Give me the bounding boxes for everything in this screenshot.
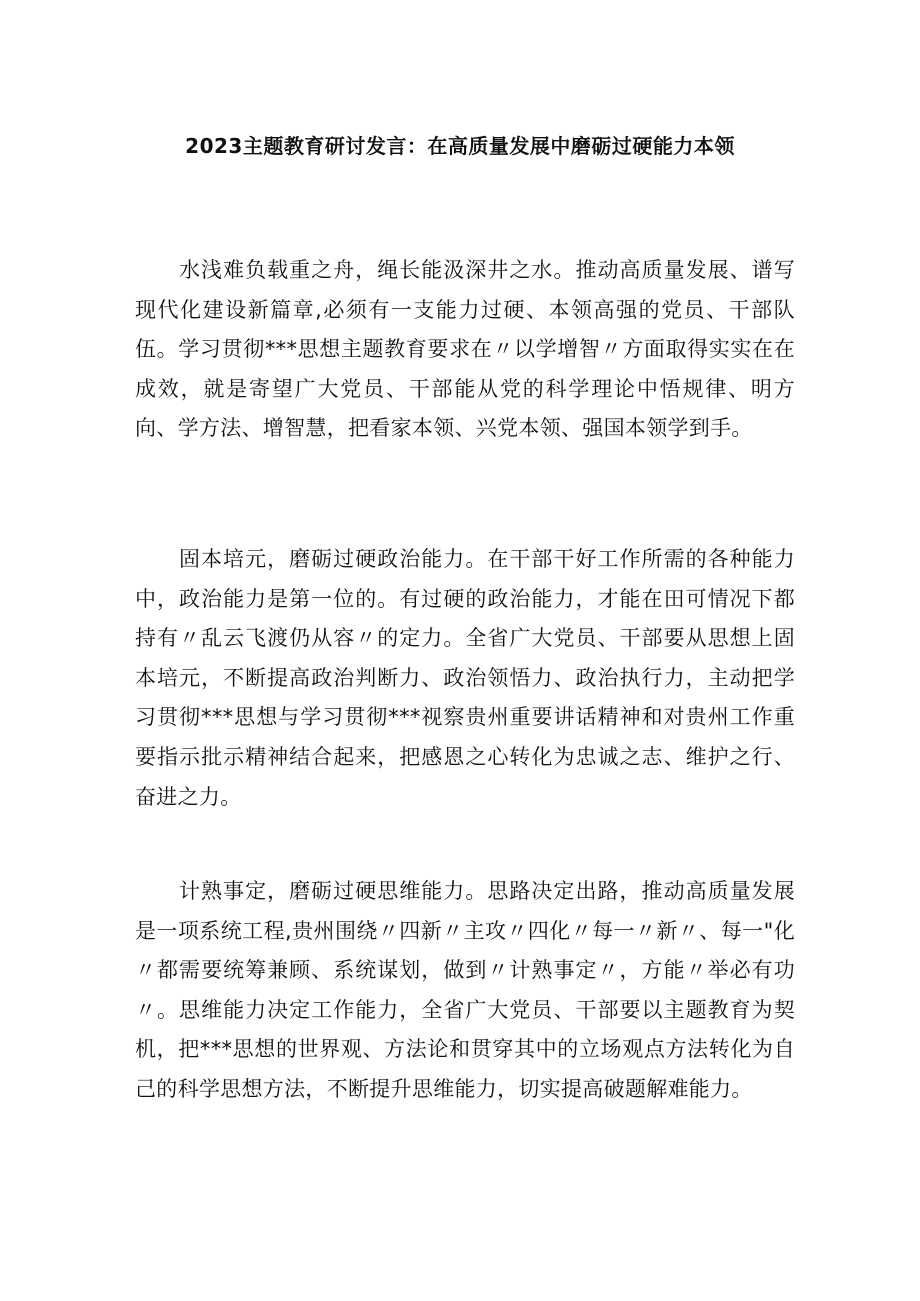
paragraph-intro: 水浅难负载重之舟，绳长能汲深井之水。推动高质量发展、谱写现代化建设新篇章,必须有一支能力过硬、本领高强的党员、干部队伍。学习贯彻***思想主题教育要求在〃以学增智〃方面取得实实在在成效，就是寄望广大党员、干部能从党的科学理论中悟规律、明方向、学方法、增智慧，把看家本领、兴党本领、强国本领学到手。 bbox=[135, 258, 795, 441]
paragraph-political-ability: 固本培元，磨砺过硬政治能力。在干部干好工作所需的各种能力中，政治能力是第一位的。有过硬的政治能力，才能在田可情况下都持有〃乱云飞渡仍从容〃的定力。全省广大党员、干部要从思想上固本培元，不断提高政治判断力、政治领悟力、政治执行力，主动把学习贯彻***思想与学习贯彻***视察贵州重要讲话精神和对贵州工作重要指示批示精神结合起来，把感恩之心转化为忠诚之志、维护之行、奋进之力。 bbox=[135, 547, 795, 809]
paragraph-thinking-ability: 计熟事定，磨砺过硬思维能力。思路决定出路，推动高质量发展是一项系统工程,贵州围绕〃四新〃主攻〃四化〃每一〃新〃、每一"化〃都需要统筹兼顾、系统谋划，做到〃计熟事定〃，方能〃举必有功〃。思维能力决定工作能力，全省广大党员、干部要以主题教育为契机，把***思想的世界观、方法论和贯穿其中的立场观点方法转化为自己的科学思想方法，不断提升思维能力，切实提高破题解难能力。 bbox=[135, 879, 795, 1101]
document-title: 2023主题教育研讨发言：在高质量发展中磨砺过硬能力本领 bbox=[185, 134, 735, 158]
